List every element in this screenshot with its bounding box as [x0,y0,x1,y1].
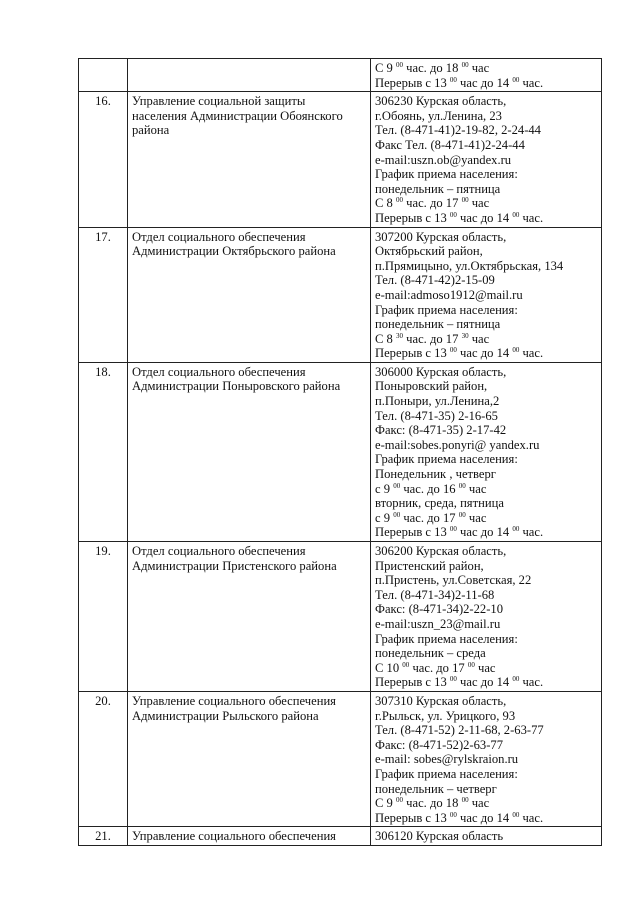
contact-line [375,196,597,211]
contact-text: г.Обоянь, ул.Ленина, 23 [375,108,502,123]
row-number: 19. [79,542,128,692]
table-row [79,92,602,227]
time-minutes-superscript: 00 [449,525,457,534]
contact-line [375,365,597,380]
contact-info-cell [371,827,602,846]
contact-text: понедельник – пятница [375,317,501,332]
time-minutes-superscript: 00 [449,346,457,355]
office-name-cell [128,362,371,541]
contact-info-cell [371,362,602,541]
contact-text: понедельник – пятница [375,181,501,196]
office-name-line: Администрации Октябрьского района [132,244,336,259]
contact-text: 306200 Курская область, [375,544,507,558]
table-row [79,227,602,362]
contact-text: e-mail:admoso1912@mail.ru [375,287,523,302]
contact-line [375,332,597,347]
contact-text: Пристенский район, [375,558,484,573]
contact-line [375,632,597,647]
contact-text: час. [519,210,544,225]
time-minutes-superscript: 00 [449,810,457,819]
contact-line [375,244,597,259]
time-minutes-superscript: 00 [396,796,403,805]
contact-line [375,767,597,782]
contact-line [375,452,597,467]
contact-line [375,182,597,197]
contact-line [375,782,597,797]
table-body [79,59,602,846]
office-name-cell [128,59,371,92]
contact-line [375,76,597,91]
time-minutes-superscript: 00 [449,210,457,219]
office-name-line: Администрации Поныровского района [132,379,341,394]
contact-line [375,738,597,753]
office-name-cell [128,542,371,692]
contact-text: г.Рыльск, ул. Урицкого, 93 [375,708,516,723]
time-minutes-superscript: 00 [461,196,469,205]
contact-line [375,211,597,226]
contact-line [375,796,597,811]
contact-text: час [474,660,496,675]
contact-line [375,559,597,574]
time-minutes-superscript: 00 [467,660,475,669]
contact-text: Перерыв с 13 [375,210,450,225]
office-name-line: населения Администрации Обоянского [132,108,343,123]
office-name-line: Управление социального обеспечения [132,829,336,844]
contact-text: час. [519,525,544,540]
contact-text: час. до 17 [409,660,468,675]
contact-text: п.Пристень, ул.Советская, 22 [375,573,532,588]
contact-line [375,409,597,424]
contact-text: час [465,481,487,496]
contact-text: Тел. (8-471-41)2-19-82, 2-24-44 [375,123,541,138]
contact-text: e-mail:sobes.ponyri@ yandex.ru [375,437,540,452]
contact-text: час до 14 [456,525,513,540]
contact-text: час. до 18 [403,796,462,811]
contact-text: 307310 Курская область, [375,693,507,708]
contact-text: С 10 [375,660,403,675]
table-row [79,827,602,846]
contact-line [375,752,597,767]
contact-line [375,438,597,453]
table-row [79,362,602,541]
office-name-line: района [132,123,170,138]
time-minutes-superscript: 00 [449,675,457,684]
contact-text: Перерыв с 13 [375,346,450,361]
office-name-cell [128,227,371,362]
time-minutes-superscript: 00 [393,481,401,490]
contact-text: час. [519,75,544,90]
contact-text: час до 14 [456,75,513,90]
contact-text: п.Прямицыно, ул.Октябрьская, 134 [375,258,564,273]
office-name-line: Управление социальной защиты [132,94,306,109]
contact-text: час [468,196,490,211]
time-minutes-superscript: 00 [512,810,520,819]
contact-line [375,123,597,138]
time-minutes-superscript: 30 [461,331,469,340]
office-name-cell [128,827,371,846]
contact-line [375,61,597,76]
contact-line [375,288,597,303]
row-number: 17. [79,227,128,362]
contact-line [375,588,597,603]
contact-line [375,273,597,288]
contact-text: Факс: (8-471-35) 2-17-42 [375,423,507,438]
contact-line [375,525,597,540]
contact-info-cell [371,691,602,826]
contact-text: 306230 Курская область, [375,94,507,109]
contact-line [375,723,597,738]
contact-text: час. до 17 [403,331,462,346]
contact-text: час [468,796,490,811]
contact-text: час. до 16 [400,481,459,496]
time-minutes-superscript: 00 [449,75,457,84]
contact-line [375,646,597,661]
contact-text: Тел. (8-471-35) 2-16-65 [375,408,498,423]
contact-line [375,467,597,482]
time-minutes-superscript: 00 [512,210,520,219]
time-minutes-superscript: 00 [512,675,520,684]
time-minutes-superscript: 00 [461,61,469,69]
contact-text: час до 14 [456,810,513,825]
contact-text: Понедельник , четверг [375,467,496,482]
contact-text: Тел. (8-471-42)2-15-09 [375,273,495,288]
contact-text: Перерыв с 13 [375,525,450,540]
row-number: 18. [79,362,128,541]
office-name-line: Администрации Пристенского района [132,558,337,573]
office-name-line: Управление социального обеспечения [132,693,336,708]
contact-text: час до 14 [456,210,513,225]
table-row [79,59,602,92]
time-minutes-superscript: 30 [396,331,403,340]
contact-text: С 9 [375,61,396,75]
contact-text: С 8 [375,331,396,346]
contact-text: час [468,331,490,346]
office-name-cell [128,691,371,826]
contact-text: п.Поныри, ул.Ленина,2 [375,394,500,409]
contact-text: Факс: (8-471-52)2-63-77 [375,737,504,752]
contact-text: Факс Тел. (8-471-41)2-24-44 [375,137,525,152]
contact-text: час [468,61,490,75]
contact-text: понедельник – четверг [375,781,497,796]
row-number: 21. [79,827,128,846]
contact-line [375,303,597,318]
contact-line [375,602,597,617]
social-offices-table [78,58,602,846]
contact-text: час. до 17 [400,510,459,525]
time-minutes-superscript: 00 [458,481,466,490]
contact-text: Перерыв с 13 [375,75,450,90]
contact-info-cell [371,542,602,692]
contact-text: График приема населения: [375,302,518,317]
contact-line [375,709,597,724]
contact-text: График приема населения: [375,766,518,781]
contact-text: Факс: (8-471-34)2-22-10 [375,602,504,617]
time-minutes-superscript: 00 [461,796,469,805]
contact-line [375,811,597,826]
contact-line [375,379,597,394]
contact-text: График приема населения: [375,631,518,646]
contact-text: Поныровский район, [375,379,488,394]
time-minutes-superscript: 00 [393,510,401,519]
table-row [79,542,602,692]
contact-text: с 9 [375,481,394,496]
office-name-line: Отдел социального обеспечения [132,229,306,244]
contact-text: e-mail: sobes@rylskraion.ru [375,752,519,767]
contact-text: С 8 [375,196,396,211]
contact-text: час [465,510,487,525]
time-minutes-superscript: 00 [512,75,520,84]
row-number: 20. [79,691,128,826]
contact-text: e-mail:uszn.ob@yandex.ru [375,152,512,167]
contact-line [375,230,597,245]
time-minutes-superscript: 00 [402,660,410,669]
contact-text: 307200 Курская область, [375,229,507,244]
contact-line [375,138,597,153]
contact-text: Перерыв с 13 [375,675,450,690]
contact-line [375,482,597,497]
contact-info-cell [371,227,602,362]
contact-line [375,661,597,676]
office-name-line: Отдел социального обеспечения [132,364,306,379]
contact-text: час до 14 [456,346,513,361]
contact-text: График приема населения: [375,452,518,467]
contact-text: час до 14 [456,675,513,690]
contact-text: e-mail:uszn_23@mail.ru [375,616,501,631]
contact-text: час. до 18 [403,61,462,75]
contact-info-cell [371,92,602,227]
contact-text: Перерыв с 13 [375,810,450,825]
contact-line [375,675,597,690]
time-minutes-superscript: 00 [396,61,403,69]
contact-text: с 9 [375,510,394,525]
contact-text: С 9 [375,796,396,811]
contact-line [375,317,597,332]
contact-text: час. [519,346,544,361]
contact-line [375,346,597,361]
contact-text: 306120 Курская область [375,829,504,844]
contact-line [375,496,597,511]
contact-text: час. [519,810,544,825]
contact-line [375,394,597,409]
contact-line [375,94,597,109]
time-minutes-superscript: 00 [512,346,520,355]
time-minutes-superscript: 00 [396,196,403,205]
contact-line [375,109,597,124]
contact-text: час. [519,675,544,690]
row-number: 16. [79,92,128,227]
contact-line [375,544,597,559]
contact-text: Тел. (8-471-34)2-11-68 [375,587,495,602]
office-name-line: Отдел социального обеспечения [132,544,306,558]
office-name-line: Администрации Рыльского района [132,708,319,723]
contact-line [375,167,597,182]
time-minutes-superscript: 00 [512,525,520,534]
contact-line [375,694,597,709]
table-row [79,691,602,826]
contact-text: час. до 17 [403,196,462,211]
contact-text: вторник, среда, пятница [375,496,504,511]
time-minutes-superscript: 00 [458,510,466,519]
contact-line [375,153,597,168]
row-number [79,59,128,92]
contact-text: График приема населения: [375,167,518,182]
contact-line [375,829,597,844]
contact-info-cell [371,59,602,92]
contact-line [375,259,597,274]
contact-line [375,617,597,632]
contact-text: Тел. (8-471-52) 2-11-68, 2-63-77 [375,723,544,738]
contact-text: понедельник – среда [375,646,486,661]
contact-text: Октябрьский район, [375,244,483,259]
contact-line [375,511,597,526]
contact-line [375,423,597,438]
office-name-cell [128,92,371,227]
contact-text: 306000 Курская область, [375,364,507,379]
contact-line [375,573,597,588]
